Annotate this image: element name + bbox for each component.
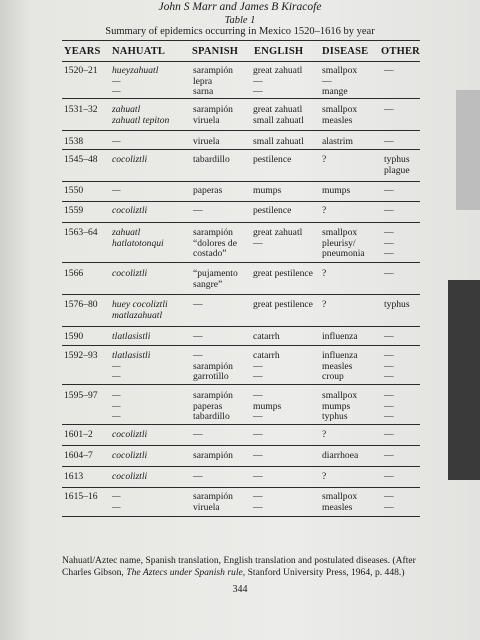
cell-other: — <box>384 268 394 279</box>
row-separator-rule <box>62 130 420 131</box>
cell-other: — — — <box>384 350 394 383</box>
running-header: John S Marr and James B Kiracofe <box>158 1 322 13</box>
cell-english: great pestilence <box>253 299 313 310</box>
cell-english: — <box>253 471 263 482</box>
cell-year: 1545–48 <box>64 154 98 165</box>
cell-english: pestilence <box>253 205 292 216</box>
cell-english: — <box>253 450 263 461</box>
row-separator-rule <box>62 262 420 263</box>
cell-spanish: sarampión viruela <box>193 491 233 513</box>
cell-year: 1559 <box>64 205 84 216</box>
cell-english: mumps <box>253 185 282 196</box>
cell-english: great zahuatl — — <box>253 65 303 98</box>
cell-spanish: “pujamento sangre” <box>193 268 238 290</box>
cell-year: 1563–64 <box>64 227 98 238</box>
cell-other: — <box>384 104 394 115</box>
cell-year: 1576–80 <box>64 299 98 310</box>
cell-other: — <box>384 471 394 482</box>
cell-english: — mumps — <box>253 390 282 423</box>
cell-other: typhus <box>384 299 410 310</box>
cell-spanish: — <box>193 471 203 482</box>
cell-nahuatl: huey cocoliztli matlazahuatl <box>112 299 168 321</box>
cell-spanish: sarampión “dolores de costado” <box>193 227 237 260</box>
cell-nahuatl: hueyzahuatl — — <box>112 65 159 98</box>
page-number: 344 <box>232 584 248 595</box>
cell-year: 1615–16 <box>64 491 98 502</box>
cell-spanish: — <box>193 205 203 216</box>
row-separator-rule <box>62 516 420 517</box>
cell-disease: ? <box>322 154 327 165</box>
cell-year: 1604–7 <box>64 450 93 461</box>
table-top-rule <box>62 40 420 41</box>
column-header-years: YEARS <box>64 46 101 57</box>
cell-disease: smallpox — mange <box>322 65 358 98</box>
cell-other: — <box>384 185 394 196</box>
cell-disease: ? <box>322 429 327 440</box>
cell-disease: smallpox pleurisy/ pneumonia <box>322 227 365 260</box>
cell-spanish: tabardillo <box>193 154 230 165</box>
table-title: Summary of epidemics occurring in Mexico 1520–1616 by year <box>105 26 375 37</box>
cell-disease: ? <box>322 299 327 310</box>
cell-other: — — <box>384 491 394 513</box>
cell-disease: influenza <box>322 331 358 342</box>
header-bottom-rule <box>62 61 420 62</box>
cell-spanish: viruela <box>193 136 220 147</box>
cell-nahuatl: — <box>112 136 121 147</box>
cell-disease: ? <box>322 471 327 482</box>
cell-year: 1592–93 <box>64 350 98 361</box>
cell-year: 1520–21 <box>64 65 98 76</box>
cell-other: — <box>384 136 394 147</box>
cell-english: catarrh <box>253 331 280 342</box>
cell-year: 1538 <box>64 136 84 147</box>
cell-disease: smallpox measles <box>322 491 358 513</box>
cell-english: great zahuatl — <box>253 227 303 249</box>
cell-nahuatl: — — <box>112 491 121 513</box>
cell-spanish: sarampión <box>193 450 233 461</box>
cell-spanish: — <box>193 429 203 440</box>
cell-nahuatl: tlatlasistli — — <box>112 350 151 383</box>
cell-spanish: — <box>193 331 203 342</box>
cell-year: 1550 <box>64 185 84 196</box>
cell-disease: alastrim <box>322 136 353 147</box>
cell-disease: ? <box>322 205 327 216</box>
cell-other: — <box>384 331 394 342</box>
row-separator-rule <box>62 466 420 467</box>
cell-spanish: sarampión viruela <box>193 104 233 126</box>
row-separator-rule <box>62 445 420 446</box>
footnote-citation: , Stanford University Press, 1964, p. 448.) <box>242 567 405 578</box>
cell-nahuatl: tlatlasistli <box>112 331 151 342</box>
cell-nahuatl: cocoliztli <box>112 429 148 440</box>
cell-nahuatl: zahuatl zahuatl tepiton <box>112 104 170 126</box>
cell-disease: ? <box>322 268 327 279</box>
row-separator-rule <box>62 424 420 425</box>
cell-english: pestilence <box>253 154 292 165</box>
cell-other: — — — <box>384 390 394 423</box>
row-separator-rule <box>62 98 420 99</box>
cell-other: typhus plague <box>384 154 410 176</box>
page-edge-shadow <box>456 90 480 210</box>
cell-english: — <box>253 429 263 440</box>
cell-nahuatl: cocoliztli <box>112 205 148 216</box>
cell-nahuatl: cocoliztli <box>112 471 148 482</box>
cell-nahuatl: cocoliztli <box>112 268 148 279</box>
cell-disease: smallpox measles <box>322 104 358 126</box>
cell-english: — — <box>253 491 263 513</box>
row-separator-rule <box>62 487 420 488</box>
column-header-spanish: SPANISH <box>192 46 239 57</box>
cell-year: 1613 <box>64 471 84 482</box>
cell-other: — <box>384 450 394 461</box>
cell-disease: influenza measles croup <box>322 350 358 383</box>
row-separator-rule <box>62 201 420 202</box>
cell-nahuatl: — — — <box>112 390 121 423</box>
cell-spanish: paperas <box>193 185 223 196</box>
cell-spanish: — sarampión garrotillo <box>193 350 233 383</box>
cell-nahuatl: cocoliztli <box>112 450 148 461</box>
cell-disease: mumps <box>322 185 351 196</box>
cell-other: — <box>384 65 394 76</box>
page-edge-dark-band <box>448 280 480 480</box>
column-header-nahuatl: NAHUATL <box>112 46 166 57</box>
table-footnote <box>62 555 422 579</box>
row-separator-rule <box>62 384 420 385</box>
cell-other: — <box>384 429 394 440</box>
row-separator-rule <box>62 345 420 346</box>
cell-year: 1601–2 <box>64 429 93 440</box>
row-separator-rule <box>62 222 420 223</box>
cell-english: catarrh — — <box>253 350 280 383</box>
row-separator-rule <box>62 326 420 327</box>
cell-year: 1590 <box>64 331 84 342</box>
cell-disease: diarrhoea <box>322 450 359 461</box>
cell-english: great pestilence <box>253 268 313 279</box>
cell-spanish: — <box>193 299 203 310</box>
footnote-text: Nahuatl/Aztec name, Spanish translation, English translation and postulated diseases. (After Charles Gibson, <box>62 555 416 578</box>
cell-disease: smallpox mumps typhus <box>322 390 358 423</box>
row-separator-rule <box>62 181 420 182</box>
row-separator-rule <box>62 294 420 295</box>
cell-english: great zahuatl small zahuatl <box>253 104 304 126</box>
cell-spanish: sarampión paperas tabardillo <box>193 390 233 423</box>
cell-year: 1531–32 <box>64 104 98 115</box>
cell-nahuatl: cocoliztli <box>112 154 148 165</box>
footnote-book-title: The Aztecs under Spanish rule <box>126 567 243 578</box>
cell-english: small zahuatl <box>253 136 304 147</box>
cell-nahuatl: — <box>112 185 121 196</box>
cell-other: — — — <box>384 227 394 260</box>
cell-nahuatl: zahuatl hatlatotonqui <box>112 227 164 249</box>
column-header-disease: DISEASE <box>322 46 369 57</box>
cell-other: — <box>384 205 394 216</box>
row-separator-rule <box>62 149 420 150</box>
column-header-english: ENGLISH <box>254 46 304 57</box>
cell-spanish: sarampión lepra sarna <box>193 65 233 98</box>
cell-year: 1566 <box>64 268 84 279</box>
table-label: Table 1 <box>224 15 256 26</box>
column-header-other: OTHER <box>381 46 420 57</box>
cell-year: 1595–97 <box>64 390 98 401</box>
